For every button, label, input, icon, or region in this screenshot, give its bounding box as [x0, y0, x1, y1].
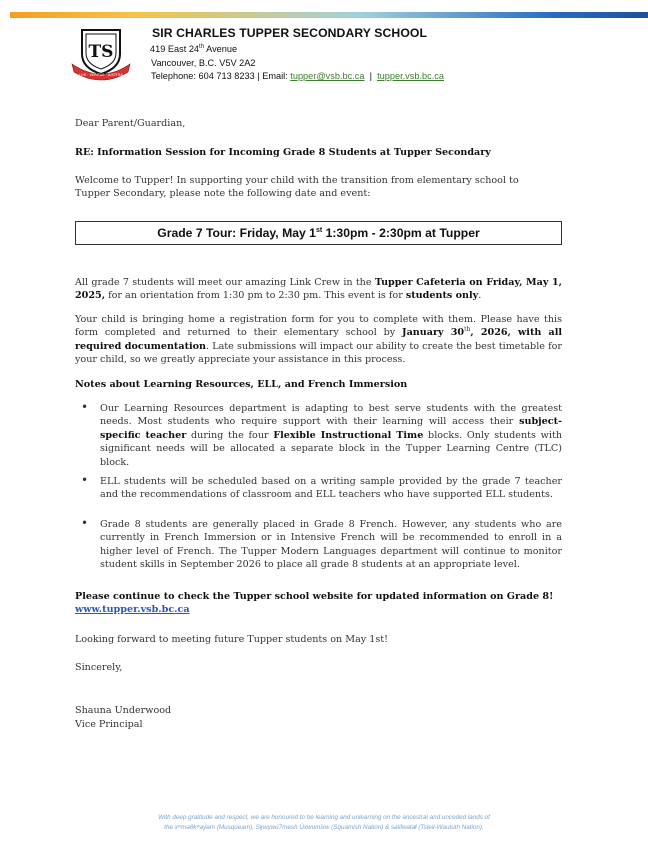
- bullet-icon: •: [81, 516, 89, 530]
- tour-banner: Grade 7 Tour: Friday, May 1st 1:30pm - 2:30pm at Tupper: [75, 221, 562, 245]
- learning-resources-bullet: Our Learning Resources department is adapting to best serve students with the greatest needs. Most students who require support with their learning will access their subject-specific teacher during the four Flexible Instructional Time blocks. Only students with significant needs will be allocated a separate block in the Tupper Learning Centre (TLC) block.: [100, 403, 562, 468]
- intro-paragraph: Welcome to Tupper! In supporting your child with the transition from elementary school to Tupper Secondary, please note the following date and event:: [75, 175, 519, 200]
- looking-forward: Looking forward to meeting future Tupper students on May 1st!: [75, 634, 389, 645]
- land-acknowledgement-line1: With deep gratitude and respect, we are honoured to be learning and unlearning on the ancestral and unceded lands of: [158, 814, 490, 821]
- land-acknowledgement: [0, 813, 648, 832]
- crest-motto: LUX · VERITAS · JUSTITIA: [79, 73, 123, 77]
- ell-bullet: ELL students will be scheduled based on a writing sample provided by the grade 7 teacher and the recommendations of classroom and ELL teachers who have supported ELL students.: [100, 476, 562, 501]
- website-reminder: Please continue to check the Tupper school website for updated information on Grade 8!: [75, 591, 554, 602]
- school-crest-logo: [68, 24, 134, 82]
- school-address-block: [150, 43, 444, 84]
- notes-heading: Notes about Learning Resources, ELL, and French Immersion: [75, 379, 408, 390]
- email-link[interactable]: tupper@vsb.bc.ca: [290, 71, 365, 81]
- registration-paragraph: Your child is bringing home a registration form for you to complete with them. Please have this form completed and returned to their elementary school by January 30th, 2026, with all required documentation. Late submissions will impact our ability to create the best timetable for your child, so we greatly appreciate your assistance in this process.: [75, 314, 563, 366]
- crest-initials: TS: [88, 42, 114, 62]
- contact-line: Telephone: 604 713 8233 | Email: tupper@vsb.bc.ca | tupper.vsb.bc.ca: [151, 71, 444, 81]
- address-city: Vancouver, B.C. V5V 2A2: [151, 57, 256, 68]
- school-name: SIR CHARLES TUPPER SECONDARY SCHOOL: [152, 26, 428, 40]
- closing: Sincerely,: [75, 662, 123, 673]
- signer-title: Vice Principal: [75, 719, 143, 730]
- website-link[interactable]: tupper.vsb.bc.ca: [377, 71, 444, 81]
- bullet-icon: •: [81, 473, 89, 487]
- bullet-icon: •: [81, 400, 89, 414]
- school-website-link[interactable]: www.tupper.vsb.bc.ca: [75, 604, 190, 615]
- header-color-bar: [10, 12, 648, 18]
- signer-name: Shauna Underwood: [75, 705, 172, 716]
- address-street: 419 East 24th Avenue: [150, 43, 238, 54]
- re-line: RE: Information Session for Incoming Grade 8 Students at Tupper Secondary: [75, 147, 491, 158]
- french-bullet: Grade 8 students are generally placed in Grade 8 French. However, any students who are currently in French Immersion or in Intensive French will be recommended to enroll in a higher level of French. The Tupper Modern Languages department will continue to monitor student skills in September 2026 to place all grade 8 students at an appropriate level.: [100, 519, 562, 571]
- land-acknowledgement-line2: the xʷməθkʷəy̓əm (Musqueam), Sḵwx̱wú7mesh Úxwumixw (Squamish Nation) & səlilwətaɬ (Tsleil-Waututh Nation).: [164, 823, 484, 831]
- salutation: Dear Parent/Guardian,: [75, 118, 186, 129]
- orientation-paragraph: All grade 7 students will meet our amazing Link Crew in the Tupper Cafeteria on Friday, May 1, 2025, for an orientation from 1:30 pm to 2:30 pm. This event is for students only.: [75, 277, 562, 302]
